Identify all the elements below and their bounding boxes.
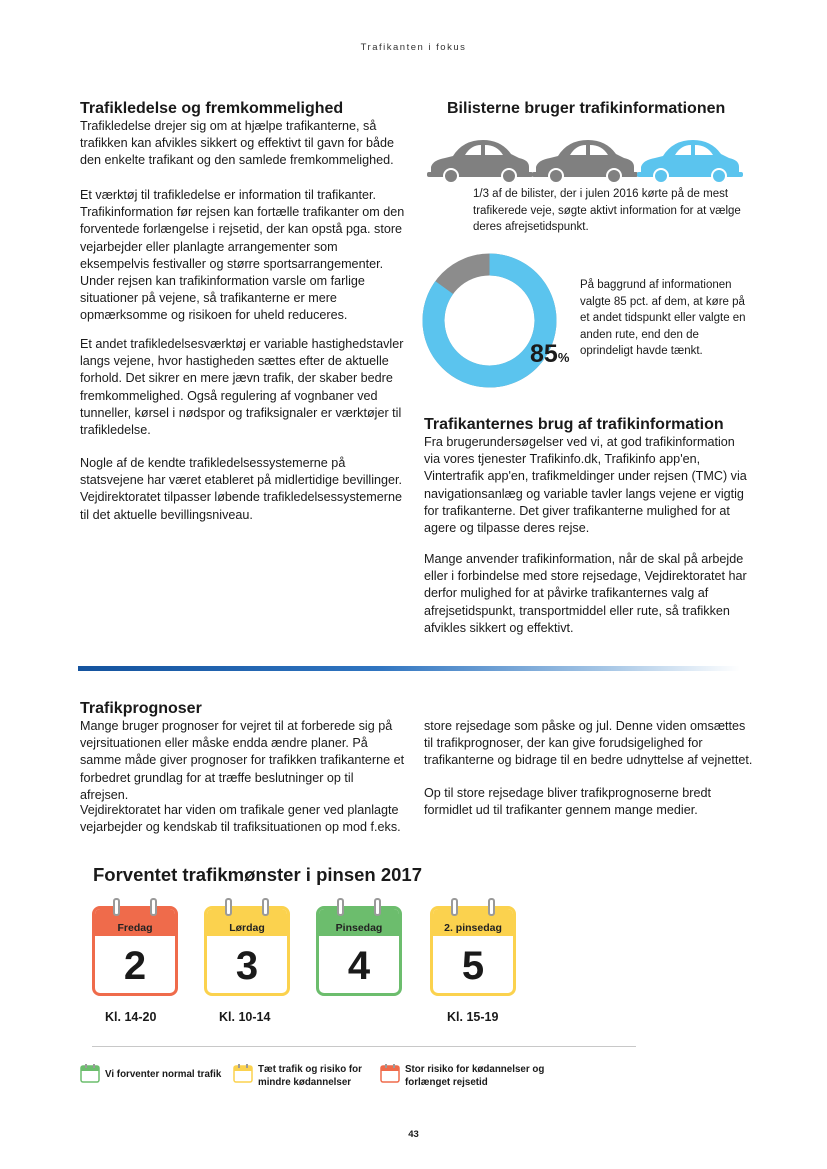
- paragraph: Trafikledelse drejer sig om at hjælpe trafikanterne, så trafikken kan afvikles sikkert og effektivt til gavn for både den enkelte trafikant og den samlede fremkommelighed.: [80, 119, 395, 168]
- calendar-day-name: Pinsedag: [335, 922, 383, 934]
- calendar-time: Kl. 10-14: [219, 1010, 271, 1024]
- legend-label-stor: Stor risiko for kødannelser og forlænget rejsetid: [405, 1064, 545, 1088]
- calendar-time: Kl. 15-19: [447, 1010, 499, 1024]
- calendar-ring-icon: [337, 898, 344, 916]
- paragraph: Op til store rejsedage bliver trafikprognoserne bredt formidlet ud til trafikanter gennem mange medier.: [424, 786, 712, 818]
- car-caption: 1/3 af de bilister, der i julen 2016 kørte på de mest trafikerede veje, søgte aktivt information for at vælge deres afrejsetidspunkt.: [473, 188, 741, 233]
- donut-unit: %: [557, 350, 570, 365]
- paragraph: Nogle af de kendte trafikledelsessystemerne på statsvejene har været etableret på midlertidige bevillinger. Vejdirektoratet tilpasser løbende trafikledelsessystemerne til det aktuelle bevillingsniveau.: [80, 456, 403, 522]
- calendar-day-name: Lørdag: [229, 922, 265, 934]
- calendar-ring-icon: [262, 898, 269, 916]
- page-number: 43: [408, 1129, 419, 1140]
- calendar-ring-icon: [451, 898, 458, 916]
- donut-value: 85: [530, 340, 558, 368]
- calendar-title: Forventet trafikmønster i pinsen 2017: [93, 864, 422, 885]
- section-title-trafikledelse: Trafikledelse og fremkommelighed: [80, 100, 344, 117]
- legend-label-normal: Vi forventer normal trafik: [105, 1069, 222, 1080]
- calendar-date: 4: [347, 944, 371, 988]
- calendar-ring-icon: [488, 898, 495, 916]
- paragraph: Vejdirektoratet har viden om trafikale gener ved planlagte vejarbejder og kendskab til trafiksituationen op mod f.eks.: [80, 803, 401, 835]
- donut-caption: På baggrund af informationen valgte 85 pct. af dem, at køre på et andet tidspunkt eller valgte en anden rute, end den de oprindeligt havde tænkt.: [580, 279, 746, 357]
- calendar-date: 5: [461, 944, 485, 988]
- legend-label-taet: Tæt trafik og risiko for mindre kødannelser: [258, 1064, 362, 1088]
- car-icons-row: [427, 137, 743, 185]
- section-title-brug: Trafikanternes brug af trafikinformation: [424, 416, 724, 433]
- section-title-prognoser: Trafikprognoser: [80, 700, 202, 717]
- calendar-date: 2: [123, 944, 147, 988]
- calendar-green-icon: [80, 1063, 100, 1083]
- calendar-day-2-pinsedag: [430, 898, 516, 996]
- paragraph: Et værktøj til trafikledelse er information til trafikanter. Trafikinformation før rejsen kan fortælle trafikanter om den forventede forlængelse i rejsetid, der kan opstå pga. store vejarbejder eller planlagte arrangementer som eksempelvis festivaller og større sportsarrangementer. Under rejsen kan trafikinformation varsle om farlige situationer på vejene, så trafikanterne er mere opmærksomme og risikoen for uheld reduceres.: [80, 188, 405, 323]
- calendar-day-lordag: [204, 898, 290, 996]
- infographic-title: Bilisterne bruger trafikinformationen: [447, 100, 726, 117]
- calendar-day-pinsedag: [316, 898, 402, 996]
- calendar-day-fredag: [92, 898, 178, 996]
- section-divider: [78, 666, 740, 671]
- legend-divider: [92, 1046, 636, 1047]
- calendar-ring-icon: [113, 898, 120, 916]
- calendar-ring-icon: [225, 898, 232, 916]
- calendar-ring-icon: [150, 898, 157, 916]
- calendar-yellow-icon: [233, 1063, 253, 1083]
- running-header: Trafikanten i fokus: [360, 42, 467, 53]
- calendar-ring-icon: [374, 898, 381, 916]
- calendar-date: 3: [235, 944, 259, 988]
- calendar-red-icon: [380, 1063, 400, 1083]
- calendar-day-name: Fredag: [117, 922, 153, 934]
- donut-percent: [530, 340, 569, 369]
- paragraph: Mange bruger prognoser for vejret til at forberede sig på vejrsituationen eller måske endda ændre planer. På samme måde giver prognoser for trafikken trafikanterne et forbedret grundlag for at træffe beslutninger op til afrejsen.: [80, 719, 405, 802]
- paragraph: Fra brugerundersøgelser ved vi, at god trafikinformation via vores tjenester Trafikinfo.dk, Trafikinfo app'en, Vintertrafik app'en, trafikmeldinger under rejsen (TMC) via navigationsanlæg og variable tavler langs vejene er vigtig for trafikanterne. Det giver trafikanterne mulighed for at agere og tilpasse deres rejse.: [424, 435, 747, 536]
- car-icon: [427, 140, 533, 184]
- paragraph: Et andet trafikledelsesværktøj er variable hastighedstavler langs vejene, hvor hastigheden sættes efter de aktuelle forhold. Det sikrer en mere jævn trafik, der skaber bedre fremkommelighed. Også regulering af vognbaner ved tunneller, kørsel i nødspor og trafiksignaler er værktøjer til trafikledelse.: [80, 337, 404, 438]
- calendar-day-name: 2. pinsedag: [444, 922, 502, 934]
- paragraph: store rejsedage som påske og jul. Denne viden omsættes til trafikprognoser, der kan give forudsigelighed for trafikanterne og bidrage til en bedre udnyttelse af vejnettet.: [424, 719, 753, 768]
- paragraph: Mange anvender trafikinformation, når de skal på arbejde eller i forbindelse med store rejsedage, Vejdirektoratet har derfor mulighed for at påvirke trafikanternes valg af afrejsetidspunkt, transportmiddel eller rute, så trafikken afvikles sikkert og effektivt.: [424, 552, 747, 635]
- car-icon: [532, 140, 638, 184]
- calendar-time: Kl. 14-20: [105, 1010, 157, 1024]
- car-icon: [637, 140, 743, 184]
